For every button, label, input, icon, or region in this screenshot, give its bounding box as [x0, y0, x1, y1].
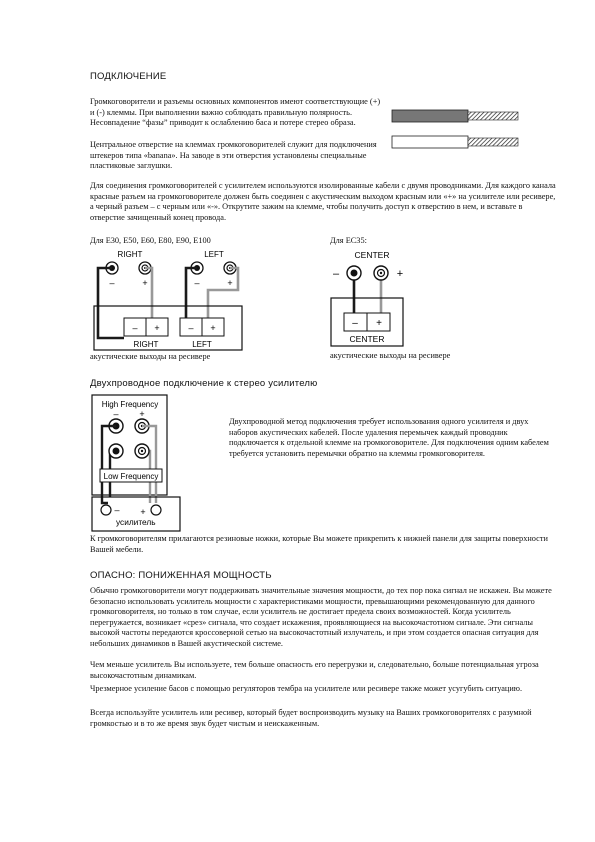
intro-paragraph: Громкоговорители и разъемы основных компонентов имеют соответствующие (+) и (-) клеммы. При выполнении важно соблюдать правильную полярность. Несовпадение “фазы” приводит к ослаблению баса и потере стерео образа.: [90, 97, 381, 128]
stereo-wiring-diagram: [90, 248, 290, 353]
left-speaker-label: LEFT: [204, 250, 224, 259]
biwire-paragraph: Двухпроводной метод подключения требует использования одного усилителя и двух наборов акустических кабелей. После удаления перемычек каждый проводник подключается к отдельной клемме на громкоговорителе. Для подключения одним кабелем требуется установить перемычки обратно на клеммы громкоговорителя.: [229, 417, 549, 458]
center-output-label: CENTER: [349, 334, 385, 344]
danger-paragraph-3: Чрезмерное усиление басов с помощью регуляторов тембра на усилителе или ресивере также может усугубить ситуацию.: [90, 684, 523, 693]
minus-sign: –: [132, 323, 138, 333]
plus-sign: +: [376, 318, 382, 329]
left-output-label: LEFT: [192, 340, 212, 349]
biwire-diagram: [90, 393, 200, 533]
left-positive-wire: [208, 268, 238, 320]
cables-paragraph: Для соединения громкоговорителей с усилителем используются изолированные кабели с двумя проводниками. Для каждого канала красные разъем на громкоговорителе должен быть соединен с акустическим выходом красным или «+» на усилителе или ресивере, а черный разъем – с черным или «-». Открутите зажим на клемме, чтобы получить доступ к отверстию в нем, и вставьте в отверстие зачищенный конец провода.: [90, 181, 556, 222]
center-diagram-caption: акустические выходы на ресивере: [330, 351, 451, 360]
low-positive-terminal: [135, 444, 149, 458]
plus-sign: +: [227, 278, 233, 288]
minus-sign: –: [188, 323, 194, 333]
center-negative-terminal: [347, 266, 361, 280]
right-output-label: RIGHT: [133, 340, 159, 349]
amplifier-label: усилитель: [116, 517, 156, 527]
center-speaker-label: CENTER: [354, 250, 390, 260]
ec35-label: Для EC35:: [330, 236, 367, 245]
danger-paragraph-1: Обычно громкоговорители могут поддерживать значительные значения мощности, до тех пор пока сигнал не искажен. Вы можете безопасно использовать усилитель мощности с характеристиками мощности, превышающими рекомендованную для данного громкоговорителя, но только в том случае, если усилитель не достигает предела своих возможностей. Когда усилитель перегружается, возникает «срез» сигнала, что создает искажения, проявляющиеся на высокочастотном сигнале. Эти сигналы высокой частоты передаются кроссоверной сетью на высокочастотный излучатель, и при этом создается опасная ситуация для небольших динамиков в Вашей акустической системе.: [90, 586, 552, 648]
plus-sign: +: [139, 409, 145, 419]
plus-sign: +: [396, 268, 404, 280]
left-negative-wire: [186, 268, 200, 320]
plus-sign: +: [154, 323, 160, 333]
plus-sign: +: [140, 507, 146, 517]
minus-sign: –: [194, 278, 200, 288]
right-speaker-label: RIGHT: [117, 250, 143, 259]
danger-paragraph-4: Всегда используйте усилитель или ресивер, который будет воспроизводить музыку на Ваших громкоговорителях с разумной громкостью и в то же время звук будет чистым и неискаженным.: [90, 708, 532, 728]
amp-positive-terminal: [151, 505, 161, 515]
center-positive-terminal: [374, 266, 388, 280]
danger-paragraph-2: Чем меньше усилитель Вы используете, тем больше опасность его перегрузки и, следовательно, больше потенциальная угроза высокочастотным динамикам.: [90, 660, 539, 680]
wire-illustration: [392, 106, 518, 154]
plus-sign: +: [210, 323, 216, 333]
rubber-feet-paragraph: К громкоговорителям прилагаются резиновые ножки, которые Вы можете прикрепить к нижней панели для защиты поверхности Вашей мебели.: [90, 534, 548, 554]
minus-sign: –: [113, 409, 119, 419]
minus-sign: –: [332, 268, 340, 280]
section-title-danger: ОПАСНО: ПОНИЖЕННАЯ МОЩНОСТЬ: [90, 570, 272, 581]
high-frequency-label: High Frequency: [101, 400, 159, 409]
stereo-diagram-caption: акустические выходы на ресивере: [90, 352, 211, 361]
models-label: Для E30, E50, E60, E80, E90, E100: [90, 236, 211, 245]
amp-negative-terminal: [101, 505, 111, 515]
center-hole-paragraph: Центральное отверстие на клеммах громкоговорителей служит для подключения штекеров типа «banana». На заводе в эти отверстия установлены специальные пластиковые заглушки.: [90, 140, 377, 171]
center-wiring-diagram: [330, 248, 430, 348]
plus-sign: +: [142, 278, 148, 288]
low-frequency-label: Low Frequency: [103, 472, 159, 481]
minus-sign: –: [352, 318, 358, 329]
minus-sign: –: [114, 505, 120, 515]
right-positive-wire: [145, 268, 152, 320]
section-title-connection: ПОДКЛЮЧЕНИЕ: [90, 71, 167, 82]
section-title-biwire: Двухпроводное подключение к стерео усилителю: [90, 378, 318, 389]
minus-sign: –: [109, 278, 115, 288]
low-negative-terminal: [109, 444, 123, 458]
